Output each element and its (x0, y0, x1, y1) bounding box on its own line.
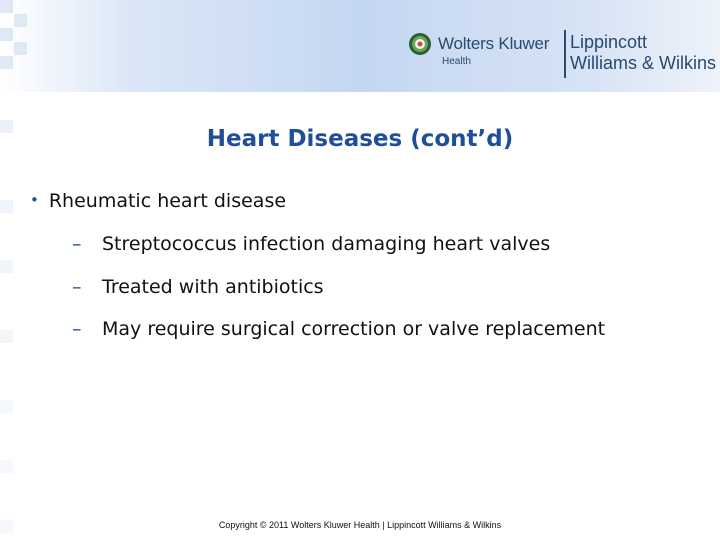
sub-bullet-item (72, 233, 550, 255)
globe-icon (408, 32, 432, 56)
sub-bullet-text: Treated with antibiotics (102, 276, 324, 298)
dash-icon: – (72, 276, 82, 298)
dash-icon: – (72, 233, 82, 255)
bullet-item (30, 190, 286, 212)
logo-division: Health (442, 56, 471, 67)
slide-title: Heart Diseases (cont’d) (206, 126, 514, 152)
publisher-logo (406, 28, 716, 80)
sub-bullet-item (72, 276, 324, 298)
logo-imprint-line1: Lippincott (570, 32, 648, 52)
sub-bullet-item (72, 318, 605, 340)
logo-divider (564, 30, 566, 78)
bullet-dot-icon: • (30, 191, 39, 209)
logo-brand: Wolters Kluwer (438, 34, 550, 53)
logo-imprint-line2: Williams & Wilkins (570, 53, 716, 73)
bullet-text: Rheumatic heart disease (48, 190, 287, 212)
sub-bullet-text: Streptococcus infection damaging heart valves (102, 233, 551, 255)
decorative-squares (0, 0, 40, 540)
sub-bullet-text: May require surgical correction or valve replacement (102, 318, 606, 340)
dash-icon: – (72, 318, 82, 340)
copyright-footer: Copyright © 2011 Wolters Kluwer Health | Lippincott Williams & Wilkins (218, 520, 502, 530)
